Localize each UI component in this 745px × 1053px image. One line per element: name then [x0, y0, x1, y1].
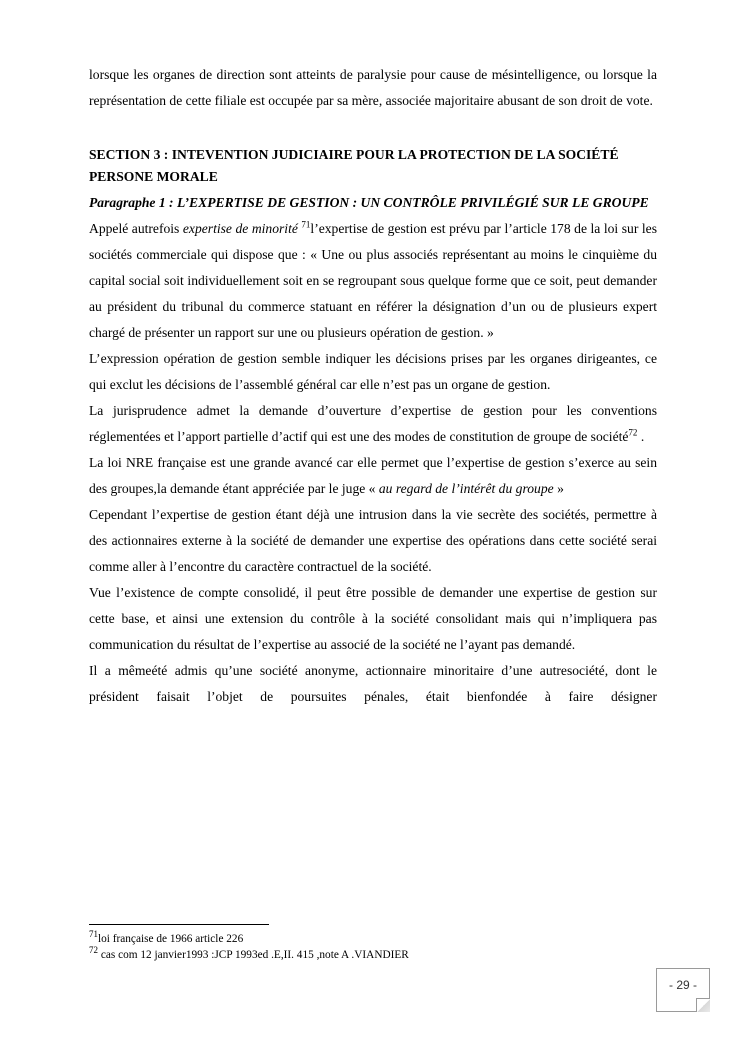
body-paragraph-4	[89, 450, 657, 502]
footnote-72	[89, 947, 657, 963]
text-run: l’expertise de gestion est prévu par l’article 178 de la loi sur les sociétés commerciale qui dispose que : « Une ou plus associés représentant au moins le cinquième du capital social soit individuellement soit en se regroupant sous quelque forme que ce soit, peut demander au président du tribunal du commerce statuant en référer la désignation d’un ou de plusieurs expert chargé de présenter un rapport sur une ou plusieurs opération de gestion. »	[89, 221, 657, 340]
emphasis-text: au regard de l’intérêt du groupe	[378, 481, 554, 496]
footnote-ref-71[interactable]: 71	[301, 219, 311, 230]
page-body	[89, 62, 657, 710]
footnote-ref-72[interactable]: 72	[628, 427, 638, 438]
text-run: La jurisprudence admet la demande d’ouverture d’expertise de gestion pour les conventions réglementées et l’apport partielle d’actif qui est une des modes de constitution de groupe de société	[89, 403, 657, 444]
page-number: - 29 -	[668, 978, 697, 992]
footnotes	[89, 931, 657, 963]
section-title: SECTION 3 : INTEVENTION JUDICIAIRE POUR LA PROTECTION DE LA SOCIÉTÉ PERSONE MORALE	[89, 147, 619, 184]
text-run: »	[553, 481, 564, 496]
paragraph-heading: Paragraphe 1 : L’EXPERTISE DE GESTION : UN CONTRÔLE PRIVILÉGIÉ SUR LE GROUPE	[89, 195, 649, 210]
emphasis-text: expertise de minorité	[182, 221, 298, 236]
body-paragraph-1	[89, 216, 657, 346]
footnote-text: cas com 12 janvier1993 :JCP 1993ed .E,II. 415 ,note A .VIANDIER	[98, 949, 409, 961]
footnote-number: 71	[89, 929, 98, 940]
body-paragraph-7: Il a mêmeété admis qu’une société anonyme, actionnaire minoritaire d’une autresociété, dont le président faisait l’objet de poursuites pénales, était bienfondée à faire désigner	[89, 663, 657, 704]
body-paragraph-6: Vue l’existence de compte consolidé, il peut être possible de demander une expertise de gestion sur cette base, et ainsi une extension du contrôle à la société consolidant mais qui n’impliquera pas communication du résultat de l’expertise au associé de la société ne l’ayant pas demandé.	[89, 585, 657, 652]
page-curl-icon	[696, 998, 710, 1012]
footnote-separator	[89, 924, 269, 925]
body-paragraph-3	[89, 398, 657, 450]
body-paragraph-2: L’expression opération de gestion semble indiquer les décisions prises par les organes dirigeantes, ce qui exclut les décisions de l’assemblé général car elle n’est pas un organe de gestion.	[89, 351, 657, 392]
footnote-text: loi française de 1966 article 226	[98, 933, 244, 945]
text-run: La loi NRE française est une grande avancé car elle permet que l’expertise de gestion s’exerce au sein des groupes,la demande étant appréciée par le juge «	[89, 455, 657, 496]
page-number-box	[656, 968, 710, 1012]
footnote-number: 72	[89, 945, 98, 956]
text-run: Appelé autrefois	[89, 221, 183, 236]
body-paragraph-5: Cependant l’expertise de gestion étant déjà une intrusion dans la vie secrète des sociétés, permettre à des actionnaires externe à la société de demander une expertise des opérations dans cette société serai comme aller à l’encontre du caractère contractuel de la société.	[89, 507, 657, 574]
footnote-71	[89, 931, 657, 947]
text-run: .	[637, 429, 645, 444]
top-paragraph: lorsque les organes de direction sont atteints de paralysie pour cause de mésintelligence, ou lorsque la représentation de cette filiale est occupée par sa mère, associée majoritaire abusant de son droit de vote.	[89, 67, 657, 108]
